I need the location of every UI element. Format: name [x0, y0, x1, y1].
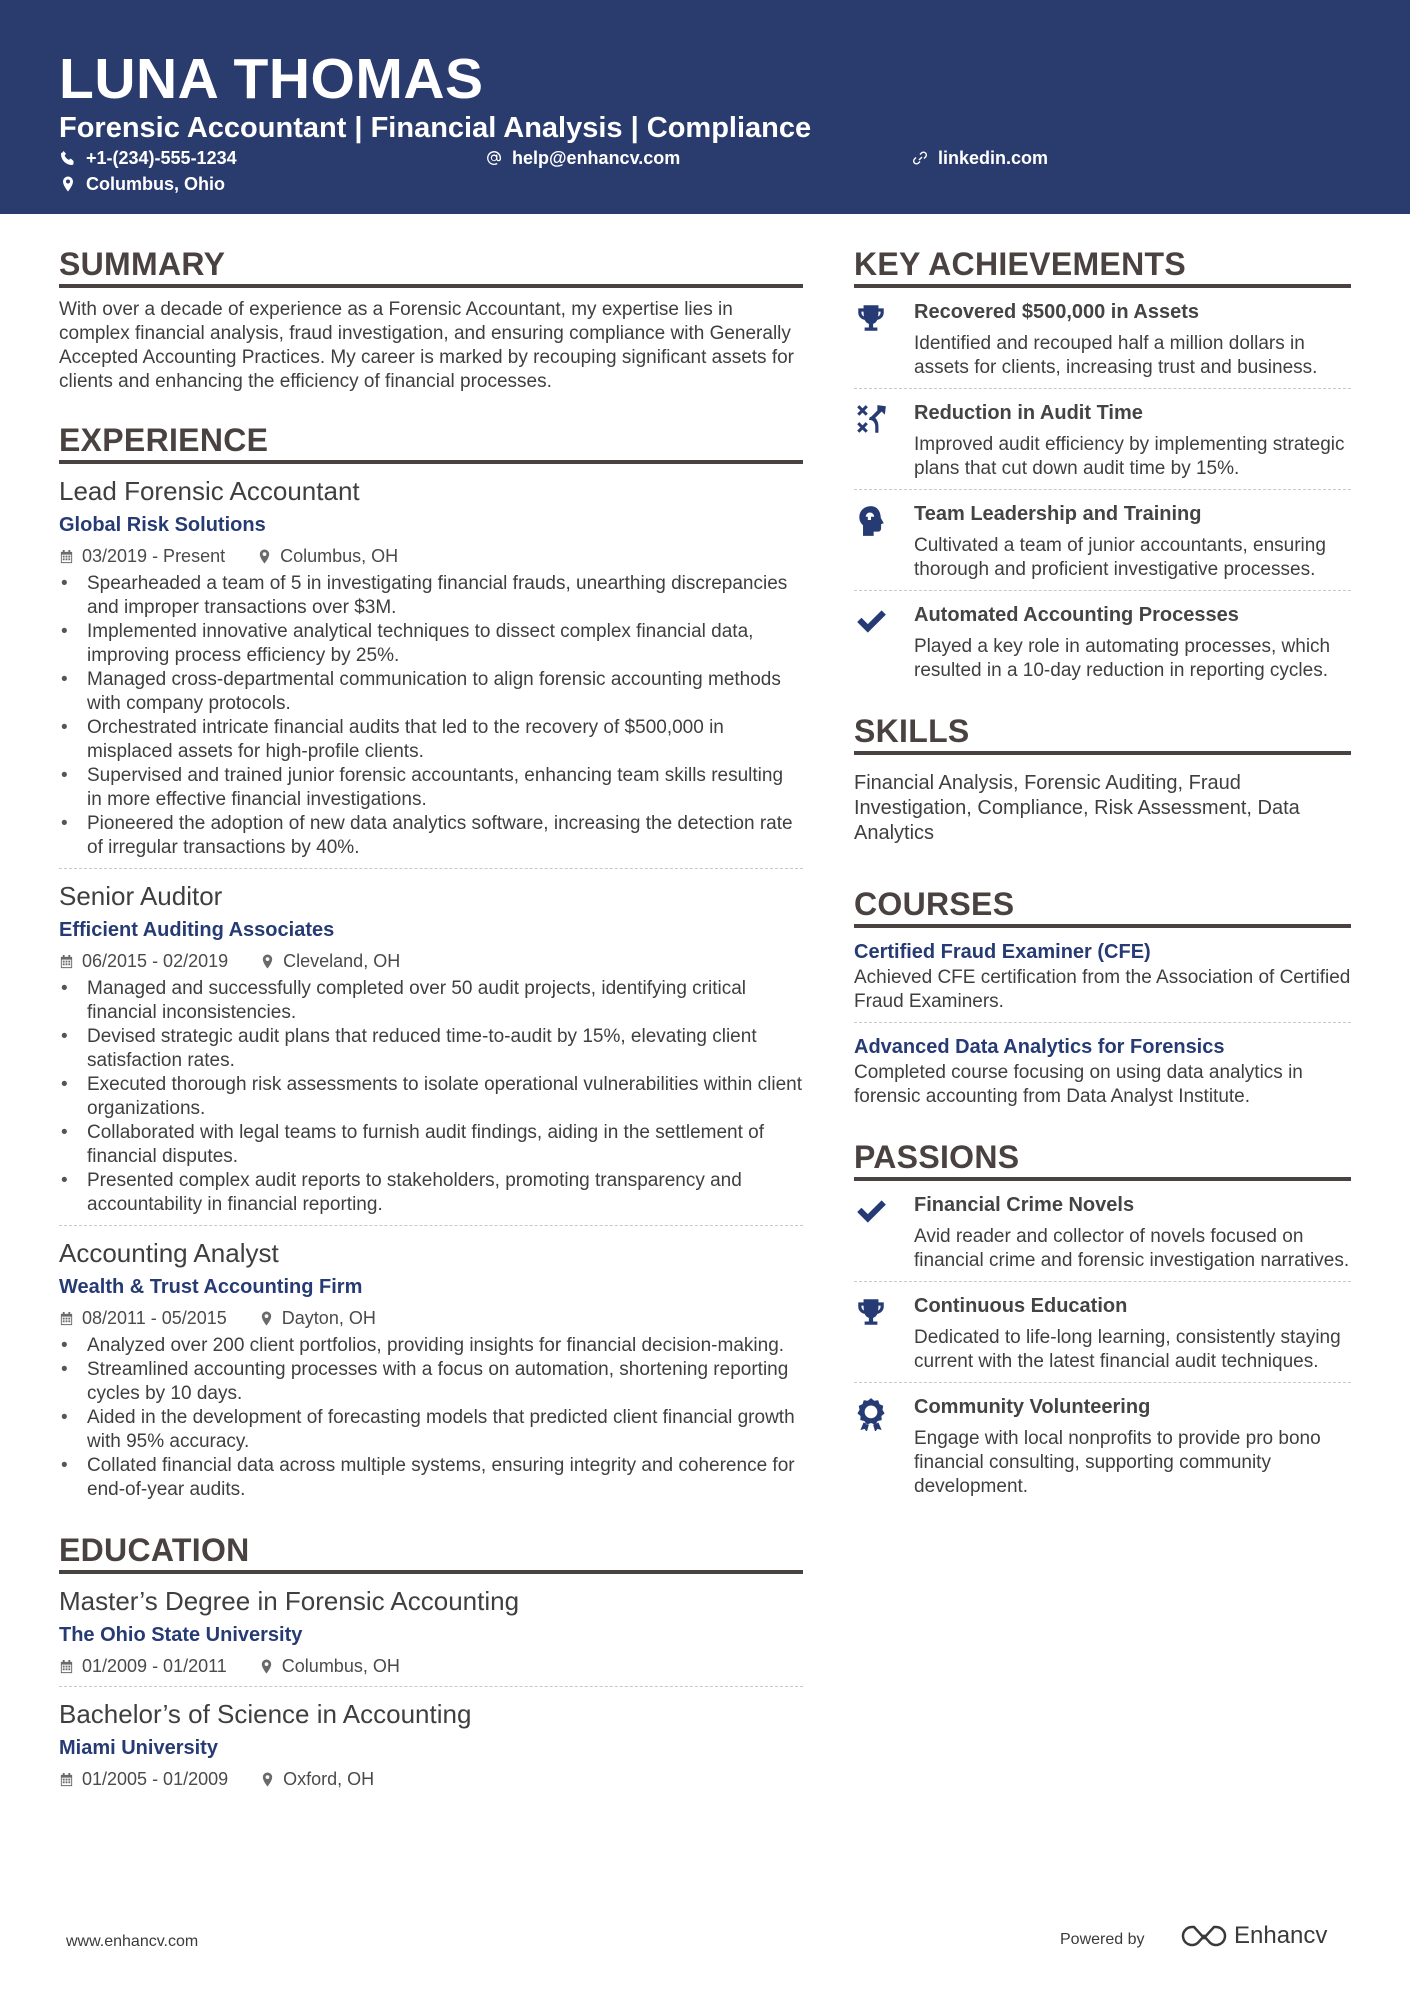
- contact-location: [60, 172, 225, 196]
- job-bullets: [59, 977, 803, 1217]
- divider: [854, 590, 1351, 591]
- bullet-item: • Orchestrated intricate financial audits that led to the recovery of $500,000 in misplaced assets for high-profile clients.: [59, 716, 803, 764]
- location-pin-icon: [259, 1311, 274, 1326]
- job-entry: [59, 474, 803, 860]
- achievement-item: [854, 399, 1351, 481]
- job-meta: [59, 1306, 803, 1330]
- passion-desc: Engage with local nonprofits to provide pro bono financial consulting, supporting community development.: [914, 1428, 1321, 1497]
- location-text: Columbus, Ohio: [86, 174, 225, 194]
- education-school: The Ohio State University: [59, 1624, 303, 1646]
- bullet-item: • Streamlined accounting processes with a focus on automation, shortening reporting cycles by 10 days.: [59, 1358, 803, 1406]
- achievement-desc: Improved audit efficiency by implementing strategic plans that cut down audit time by 15%.: [914, 434, 1345, 479]
- job-dates: 06/2015 - 02/2019: [82, 951, 229, 971]
- achievement-desc: Identified and recouped half a million dollars in assets for clients, increasing trust and business.: [914, 333, 1318, 378]
- education-entry: [59, 1697, 803, 1791]
- right-column: [854, 244, 1351, 1499]
- head-icon: [854, 504, 888, 538]
- contact-email[interactable]: [486, 146, 680, 170]
- education-location: Oxford, OH: [283, 1769, 375, 1789]
- achievement-title: Recovered $500,000 in Assets: [914, 301, 1199, 323]
- bullet-item: • Executed thorough risk assessments to isolate operational vulnerabilities within client organizations.: [59, 1073, 803, 1121]
- achievements-heading: KEY ACHIEVEMENTS: [854, 244, 1351, 288]
- education-degree: Bachelor’s of Science in Accounting: [59, 1699, 472, 1729]
- divider: [854, 1382, 1351, 1383]
- footer-brand: Enhancv: [1234, 1922, 1328, 1949]
- courses-heading: COURSES: [854, 884, 1351, 928]
- achievement-desc: Played a key role in automating processes, which resulted in a 10-day reduction in reporting cycles.: [914, 636, 1331, 681]
- location-pin-icon: [259, 1659, 274, 1674]
- passion-item: [854, 1393, 1351, 1499]
- bullet-item: • Spearheaded a team of 5 in investigating financial frauds, unearthing discrepancies and improper transactions over $3M.: [59, 572, 803, 620]
- at-icon: [486, 150, 502, 166]
- phone-icon: [60, 150, 76, 166]
- education-heading: EDUCATION: [59, 1530, 803, 1574]
- medal-icon: [854, 1397, 888, 1431]
- bullet-item: • Pioneered the adoption of new data analytics software, increasing the detection rate of irregular transactions by 40%.: [59, 812, 803, 860]
- candidate-name: LUNA THOMAS: [59, 47, 484, 111]
- link-icon: [912, 150, 928, 166]
- job-location: Columbus, OH: [280, 546, 399, 566]
- achievement-title: Reduction in Audit Time: [914, 402, 1143, 424]
- course-title: Certified Fraud Examiner (CFE): [854, 941, 1151, 963]
- contact-phone[interactable]: [60, 146, 237, 170]
- passion-item: [854, 1292, 1351, 1374]
- bullet-item: • Presented complex audit reports to stakeholders, promoting transparency and accountability in financial reporting.: [59, 1169, 803, 1217]
- education-degree: Master’s Degree in Forensic Accounting: [59, 1586, 520, 1616]
- education-dates: 01/2009 - 01/2011: [82, 1656, 227, 1676]
- skills-heading: SKILLS: [854, 711, 1351, 755]
- bullet-item: • Aided in the development of forecasting models that predicted client financial growth with 95% accuracy.: [59, 1406, 803, 1454]
- email-text: help@enhancv.com: [512, 148, 681, 168]
- divider: [854, 388, 1351, 389]
- calendar-icon: [59, 1772, 74, 1787]
- footer-website[interactable]: www.enhancv.com: [66, 1933, 199, 1950]
- bullet-item: • Collated financial data across multiple systems, ensuring integrity and coherence for end-of-year audits.: [59, 1454, 803, 1502]
- passion-title: Community Volunteering: [914, 1396, 1151, 1418]
- divider: [854, 1022, 1351, 1023]
- experience-heading: EXPERIENCE: [59, 420, 803, 464]
- education-entry: [59, 1584, 803, 1678]
- trophy-icon: [854, 302, 888, 336]
- passion-item: [854, 1191, 1351, 1273]
- bullet-item: • Supervised and trained junior forensic accountants, enhancing team skills resulting in more effective financial investigations.: [59, 764, 803, 812]
- achievement-item: [854, 601, 1351, 683]
- job-location: Cleveland, OH: [283, 951, 401, 971]
- bullet-item: • Devised strategic audit plans that reduced time-to-audit by 15%, elevating client satisfaction rates.: [59, 1025, 803, 1073]
- course-desc: Achieved CFE certification from the Association of Certified Fraud Examiners.: [854, 967, 1351, 1012]
- check-icon: [854, 605, 888, 639]
- contact-linkedin[interactable]: [912, 146, 1048, 170]
- phone-text: +1-(234)-555-1234: [86, 148, 237, 168]
- job-location: Dayton, OH: [281, 1308, 376, 1328]
- divider: [854, 489, 1351, 490]
- job-entry: [59, 879, 803, 1217]
- course-title: Advanced Data Analytics for Forensics: [854, 1036, 1225, 1058]
- divider: [854, 1281, 1351, 1282]
- calendar-icon: [59, 1659, 74, 1674]
- job-meta: [59, 544, 803, 568]
- passion-desc: Dedicated to life-long learning, consistently staying current with the latest financial audit techniques.: [914, 1327, 1341, 1372]
- achievement-title: Team Leadership and Training: [914, 503, 1202, 525]
- footer-powered-by: Powered by: [1060, 1931, 1145, 1948]
- location-pin-icon: [260, 1772, 275, 1787]
- education-meta: [59, 1767, 803, 1791]
- location-pin-icon: [257, 549, 272, 564]
- achievement-title: Automated Accounting Processes: [914, 604, 1239, 626]
- education-meta: [59, 1654, 803, 1678]
- calendar-icon: [59, 954, 74, 969]
- calendar-icon: [59, 1311, 74, 1326]
- job-company: Wealth & Trust Accounting Firm: [59, 1276, 363, 1298]
- passion-title: Financial Crime Novels: [914, 1194, 1135, 1216]
- job-role: Accounting Analyst: [59, 1238, 279, 1268]
- passion-title: Continuous Education: [914, 1295, 1128, 1317]
- candidate-title: Forensic Accountant | Financial Analysis | Compliance: [59, 112, 812, 144]
- passions-heading: PASSIONS: [854, 1137, 1351, 1181]
- job-dates: 03/2019 - Present: [82, 546, 226, 566]
- job-bullets: [59, 572, 803, 860]
- trophy-icon: [854, 1296, 888, 1330]
- job-company: Efficient Auditing Associates: [59, 919, 335, 941]
- linkedin-text: linkedin.com: [938, 148, 1049, 168]
- divider: [59, 868, 803, 869]
- job-role: Senior Auditor: [59, 881, 223, 911]
- footer-logo[interactable]: [1180, 1922, 1327, 1950]
- job-company: Global Risk Solutions: [59, 514, 266, 536]
- divider: [59, 1686, 803, 1687]
- achievement-item: [854, 500, 1351, 582]
- calendar-icon: [59, 549, 74, 564]
- strategy-icon: [854, 403, 888, 437]
- location-pin-icon: [60, 176, 76, 192]
- bullet-item: • Analyzed over 200 client portfolios, providing insights for financial decision-making.: [59, 1334, 803, 1358]
- summary-heading: SUMMARY: [59, 244, 803, 288]
- education-location: Columbus, OH: [281, 1656, 400, 1676]
- left-column: [59, 244, 803, 1791]
- job-bullets: [59, 1334, 803, 1502]
- education-dates: 01/2005 - 01/2009: [82, 1769, 229, 1789]
- check-icon: [854, 1195, 888, 1229]
- job-meta: [59, 949, 803, 973]
- achievement-item: [854, 298, 1351, 380]
- job-dates: 08/2011 - 05/2015: [82, 1308, 227, 1328]
- divider: [59, 1225, 803, 1226]
- course-item: [854, 1033, 1351, 1109]
- summary-text: With over a decade of experience as a Forensic Accountant, my expertise lies in complex financial analysis, fraud investigation, and ensuring compliance with Generally Accepted Accounting Practices. My career is marked by recouping significant assets for clients and enhancing the efficiency of financial processes.: [59, 299, 795, 392]
- bullet-item: • Managed cross-departmental communication to align forensic accounting methods with company protocols.: [59, 668, 803, 716]
- course-item: [854, 938, 1351, 1014]
- enhancv-logo-icon: [1180, 1923, 1228, 1949]
- resume-header: [0, 0, 1410, 214]
- achievement-desc: Cultivated a team of junior accountants, ensuring thorough and proficient investigative processes.: [914, 535, 1326, 580]
- location-pin-icon: [260, 954, 275, 969]
- job-entry: [59, 1236, 803, 1502]
- job-role: Lead Forensic Accountant: [59, 476, 360, 506]
- bullet-item: • Managed and successfully completed over 50 audit projects, identifying critical financial inconsistencies.: [59, 977, 803, 1025]
- passion-desc: Avid reader and collector of novels focused on financial crime and forensic investigation narratives.: [914, 1226, 1350, 1271]
- course-desc: Completed course focusing on using data analytics in forensic accounting from Data Analyst Institute.: [854, 1062, 1303, 1107]
- bullet-item: • Implemented innovative analytical techniques to dissect complex financial data, improving process efficiency by 25%.: [59, 620, 803, 668]
- bullet-item: • Collaborated with legal teams to furnish audit findings, aiding in the settlement of financial disputes.: [59, 1121, 803, 1169]
- skills-text: Financial Analysis, Forensic Auditing, Fraud Investigation, Compliance, Risk Assessment, Data Analytics: [854, 772, 1300, 844]
- education-school: Miami University: [59, 1737, 218, 1759]
